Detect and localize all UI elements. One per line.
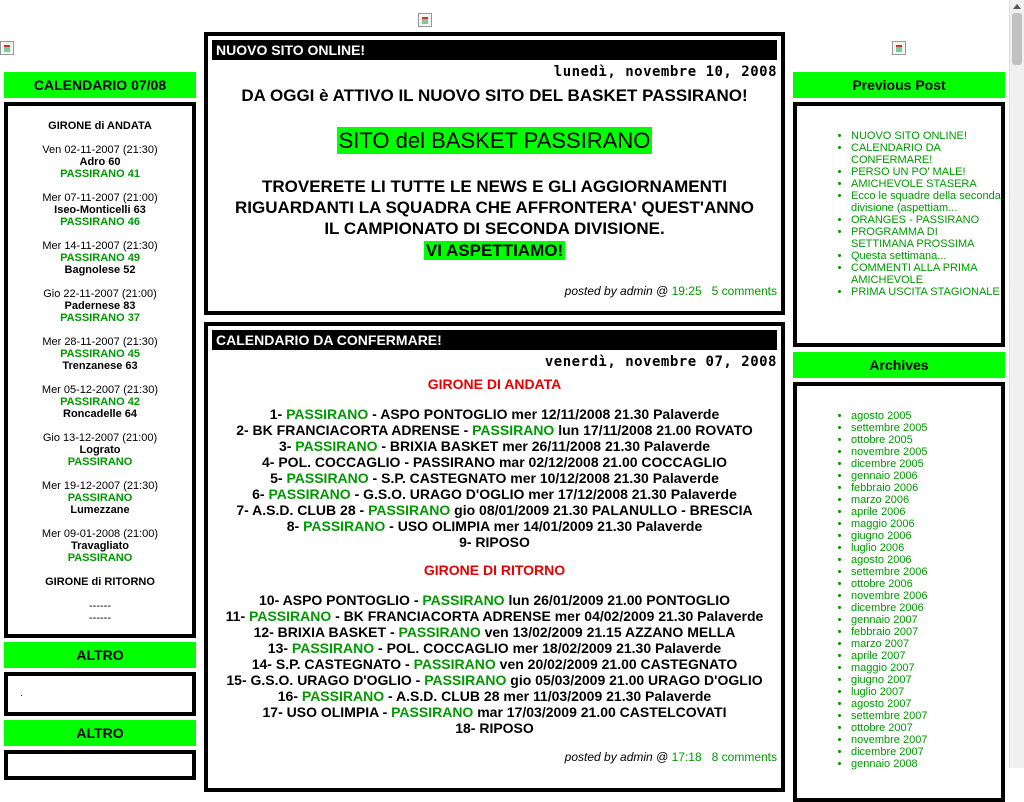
post-footer	[565, 750, 777, 764]
archive-link[interactable]: • dicembre 2007	[851, 746, 1001, 758]
dash-line: ------	[89, 612, 111, 624]
post-body-line: RIGUARDANTI LA SQUADRA CHE AFFRONTERA' QUEST'ANNO	[234, 198, 754, 217]
team-passirano: PASSIRANO	[286, 470, 369, 486]
game-date: Mer 28-11-2007 (21:30)	[42, 336, 158, 348]
game-date: Ven 02-11-2007 (21:30)	[42, 144, 158, 156]
archive-link[interactable]: • ottobre 2007	[851, 722, 1001, 734]
away-team: Lumezzane	[70, 504, 130, 516]
altro-box-2	[4, 750, 196, 780]
away-team: Trenzanese 63	[62, 360, 138, 372]
schedule-text: 14- S.P. CASTEGNATO -	[251, 656, 414, 672]
posted-by: posted by admin @	[564, 284, 669, 298]
home-team: PASSIRANO	[67, 492, 133, 504]
schedule-text: - S.P. CASTEGNATO mer 10/12/2008 21.30 Palaverde	[368, 470, 719, 486]
altro-title: ALTRO	[4, 642, 196, 668]
post-title: CALENDARIO DA CONFERMARE!	[212, 330, 777, 350]
schedule-line	[208, 486, 781, 502]
scroll-thumb[interactable]	[1012, 13, 1022, 65]
archive-link[interactable]: • aprile 2006	[851, 506, 1001, 518]
archive-link[interactable]: • giugno 2006	[851, 530, 1001, 542]
schedule-text: - BK FRANCIACORTA ADRENSE mer 04/02/2009 21.30 Palaverde	[331, 608, 764, 624]
game-date: Gio 22-11-2007 (21:00)	[43, 288, 157, 300]
archive-link[interactable]: • gennaio 2006	[851, 470, 1001, 482]
previous-post-link[interactable]: • Ecco le squadre della seconda divisione (aspettiam...	[851, 190, 1001, 214]
schedule-line	[208, 438, 781, 454]
post-date: venerdì, novembre 07, 2008	[544, 354, 777, 370]
archive-link[interactable]: • novembre 2005	[851, 446, 1001, 458]
schedule-text: 7- A.S.D. CLUB 28 -	[236, 502, 369, 518]
home-team: Adro 60	[79, 156, 121, 168]
archive-link[interactable]: • gennaio 2008	[851, 758, 1001, 770]
post-footer	[565, 284, 777, 298]
away-team: Roncadelle 64	[63, 408, 137, 420]
archives-title: Archives	[793, 352, 1005, 378]
archive-link[interactable]: • novembre 2007	[851, 734, 1001, 746]
schedule-text: 12- BRIXIA BASKET -	[253, 624, 399, 640]
home-team: Padernese 83	[64, 300, 136, 312]
team-passirano: PASSIRANO	[398, 624, 481, 640]
page-scrollbar[interactable]	[1009, 0, 1024, 768]
calendar-game	[8, 336, 192, 372]
archive-link[interactable]: • maggio 2007	[851, 662, 1001, 674]
previous-post-link[interactable]: • NUOVO SITO ONLINE!	[851, 130, 1001, 142]
altro-title-2: ALTRO	[4, 720, 196, 746]
previous-post-link[interactable]: • Questa settimana...	[851, 250, 1001, 262]
archive-link[interactable]: • novembre 2006	[851, 590, 1001, 602]
calendar-game	[8, 528, 192, 564]
archive-link[interactable]: • ottobre 2005	[851, 434, 1001, 446]
calendar-game	[8, 192, 192, 228]
schedule-text: lun 17/11/2008 21.00 ROVATO	[554, 422, 753, 438]
site-link[interactable]: SITO del BASKET PASSIRANO	[338, 128, 651, 153]
schedule-line	[208, 518, 781, 534]
home-team: PASSIRANO 49	[60, 252, 140, 264]
team-passirano: PASSIRANO	[413, 656, 496, 672]
previous-post-link[interactable]: • PRIMA USCITA STAGIONALE	[851, 286, 1001, 298]
schedule-text: 16-	[277, 688, 302, 704]
dash-line: ------	[89, 600, 111, 612]
schedule-text: 4- POL. COCCAGLIO - PASSIRANO mar 02/12/2008 21.00 COCCAGLIO	[262, 454, 727, 470]
schedule-text: 15- G.S.O. URAGO D'OGLIO -	[226, 672, 425, 688]
team-passirano: PASSIRANO	[286, 406, 369, 422]
altro-box	[4, 672, 196, 716]
post-body-line: IL CAMPIONATO DI SECONDA DIVISIONE.	[324, 219, 665, 238]
andata-label: GIRONE di ANDATA	[48, 120, 152, 132]
archive-link[interactable]: • agosto 2007	[851, 698, 1001, 710]
calendar-box	[4, 102, 196, 638]
schedule-line	[208, 422, 781, 438]
calendar-game	[8, 144, 192, 180]
archive-link[interactable]: • giugno 2007	[851, 674, 1001, 686]
previous-post-link[interactable]: • PERSO UN PO' MALE!	[851, 166, 1001, 178]
home-team: PASSIRANO 42	[60, 396, 140, 408]
schedule-text: - ASPO PONTOGLIO mer 12/11/2008 21.30 Palaverde	[368, 406, 720, 422]
archive-link[interactable]: • febbraio 2007	[851, 626, 1001, 638]
previous-post-link[interactable]: • CALENDARIO DA CONFERMARE!	[851, 142, 1001, 166]
schedule-line	[208, 502, 781, 518]
team-passirano: PASSIRANO	[303, 518, 386, 534]
post-headline: DA OGGI è ATTIVO IL NUOVO SITO DEL BASKET PASSIRANO!	[241, 86, 748, 105]
away-team: PASSIRANO	[67, 456, 133, 468]
home-team: PASSIRANO 45	[60, 348, 140, 360]
home-team: Iseo-Monticelli 63	[54, 204, 146, 216]
team-passirano: PASSIRANO	[291, 640, 375, 656]
away-team: PASSIRANO	[67, 552, 133, 564]
schedule-text: ven 13/02/2009 21.15 AZZANO MELLA	[480, 624, 736, 640]
previous-post-link[interactable]: • COMMENTI ALLA PRIMA AMICHEVOLE	[851, 262, 1001, 286]
schedule-text: lun 26/01/2009 21.00 PONTOGLIO	[504, 592, 730, 608]
archive-link[interactable]: • marzo 2007	[851, 638, 1001, 650]
schedule-line	[208, 534, 781, 550]
schedule-text: 6-	[252, 486, 269, 502]
schedule-text: - A.S.D. CLUB 28 mer 11/03/2009 21.30 Palaverde	[384, 688, 712, 704]
post-calendario	[204, 322, 785, 792]
comments-link[interactable]: 5 comments	[711, 284, 777, 298]
schedule-text: 5-	[270, 470, 287, 486]
archive-link[interactable]: • ottobre 2006	[851, 578, 1001, 590]
previous-post-link[interactable]: • AMICHEVOLE STASERA	[851, 178, 1001, 190]
archive-link[interactable]: • dicembre 2005	[851, 458, 1001, 470]
schedule-line	[208, 640, 781, 656]
scroll-up-arrow-icon[interactable]	[1013, 4, 1021, 9]
post-time-link[interactable]: 17:18	[671, 750, 702, 764]
schedule-line	[208, 470, 781, 486]
team-passirano: PASSIRANO	[268, 486, 351, 502]
archive-link[interactable]: • dicembre 2006	[851, 602, 1001, 614]
team-passirano: PASSIRANO	[249, 608, 332, 624]
schedule-text: 2- BK FRANCIACORTA ADRENSE -	[236, 422, 473, 438]
schedule-text: 11-	[225, 608, 250, 624]
calendar-game	[8, 480, 192, 516]
team-passirano: PASSIRANO	[295, 438, 378, 454]
closing-text: VI ASPETTIAMO!	[425, 241, 564, 260]
schedule-text: 3-	[278, 438, 296, 454]
schedule-line	[208, 688, 781, 704]
archive-link[interactable]: • luglio 2007	[851, 686, 1001, 698]
ritorno-label: GIRONE di RITORNO	[45, 576, 155, 588]
schedule-text: - BRIXIA BASKET mer 26/11/2008 21.30 Palaverde	[377, 438, 711, 454]
comments-link[interactable]: 8 comments	[711, 750, 777, 764]
schedule-line	[208, 672, 781, 688]
calendar-game	[8, 384, 192, 420]
home-team: Travagliato	[70, 540, 130, 552]
andata-heading: GIRONE DI ANDATA	[427, 376, 562, 392]
right-banner-image	[892, 41, 906, 55]
calendar-game	[8, 240, 192, 276]
schedule-text: mar 17/03/2009 21.00 CASTELCOVATI	[473, 704, 727, 720]
post-date: lunedì, novembre 10, 2008	[553, 64, 777, 80]
schedule-text: 18- RIPOSO	[455, 720, 534, 736]
archives-box	[793, 382, 1005, 802]
calendar-title: CALENDARIO 07/08	[4, 72, 196, 98]
archive-link[interactable]: • agosto 2006	[851, 554, 1001, 566]
calendar-game	[8, 432, 192, 468]
schedule-text: 8-	[286, 518, 304, 534]
team-passirano: PASSIRANO	[391, 704, 474, 720]
schedule-text: - USO OLIMPIA mer 14/01/2009 21.30 Palaverde	[385, 518, 703, 534]
away-team: PASSIRANO 37	[60, 312, 140, 324]
left-banner-image	[0, 41, 14, 55]
team-passirano: PASSIRANO	[422, 592, 505, 608]
archive-link[interactable]: • febbraio 2006	[851, 482, 1001, 494]
post-time-link[interactable]: 19:25	[671, 284, 702, 298]
schedule-line	[208, 656, 781, 672]
schedule-text: 9- RIPOSO	[459, 534, 530, 550]
archive-link[interactable]: • gennaio 2007	[851, 614, 1001, 626]
schedule-text: ven 20/02/2009 21.00 CASTEGNATO	[495, 656, 738, 672]
schedule-line	[208, 406, 781, 422]
post-nuovo-sito	[204, 32, 785, 315]
schedule-text: gio 08/01/2009 21.30 PALANULLO - BRESCIA	[450, 502, 753, 518]
archive-link[interactable]: • agosto 2005	[851, 410, 1001, 422]
previous-post-title: Previous Post	[793, 72, 1005, 98]
home-team: Lograto	[79, 444, 121, 456]
game-date: Mer 07-11-2007 (21:00)	[42, 192, 158, 204]
schedule-line	[208, 592, 781, 608]
header-image	[418, 13, 432, 27]
schedule-line	[208, 624, 781, 640]
post-title: NUOVO SITO ONLINE!	[212, 40, 777, 60]
archive-link[interactable]: • settembre 2006	[851, 566, 1001, 578]
archive-link[interactable]: • maggio 2006	[851, 518, 1001, 530]
schedule-text: - G.S.O. URAGO D'OGLIO mer 17/12/2008 21.30 Palaverde	[350, 486, 737, 502]
archive-link[interactable]: • aprile 2007	[851, 650, 1001, 662]
game-date: Mer 19-12-2007 (21:30)	[41, 480, 159, 492]
team-passirano: PASSIRANO	[301, 688, 385, 704]
schedule-text: 1-	[269, 406, 287, 422]
team-passirano: PASSIRANO	[472, 422, 555, 438]
game-date: Mer 09-01-2008 (21:00)	[41, 528, 159, 540]
game-date: Gio 13-12-2007 (21:00)	[42, 432, 158, 444]
schedule-text: 17- USO OLIMPIA -	[262, 704, 392, 720]
schedule-text: 13-	[267, 640, 292, 656]
game-date: Mer 05-12-2007 (21:30)	[41, 384, 159, 396]
game-date: Mer 14-11-2007 (21:30)	[42, 240, 158, 252]
schedule-line	[208, 608, 781, 624]
archive-link[interactable]: • marzo 2006	[851, 494, 1001, 506]
post-body-line: TROVERETE LI TUTTE LE NEWS E GLI AGGIORNAMENTI	[262, 177, 727, 196]
schedule-text: - POL. COCCAGLIO mer 18/02/2009 21.30 Palaverde	[374, 640, 722, 656]
previous-post-box	[793, 102, 1005, 347]
ritorno-heading: GIRONE DI RITORNO	[423, 562, 566, 578]
team-passirano: PASSIRANO	[424, 672, 507, 688]
away-team: PASSIRANO 41	[60, 168, 140, 180]
schedule-line	[208, 704, 781, 720]
posted-by: posted by admin @	[564, 750, 669, 764]
previous-post-link[interactable]: • ORANGES - PASSIRANO	[851, 214, 1001, 226]
previous-post-link[interactable]: • PROGRAMMA DI SETTIMANA PROSSIMA	[851, 226, 1001, 250]
schedule-text: gio 05/03/2009 21.00 URAGO D'OGLIO	[506, 672, 763, 688]
archive-link[interactable]: • settembre 2005	[851, 422, 1001, 434]
schedule-line	[208, 720, 781, 736]
away-team: PASSIRANO 46	[60, 216, 140, 228]
calendar-game	[8, 288, 192, 324]
archive-link[interactable]: • settembre 2007	[851, 710, 1001, 722]
schedule-text: 10- ASPO PONTOGLIO -	[259, 592, 423, 608]
schedule-line	[208, 454, 781, 470]
archive-link[interactable]: • luglio 2006	[851, 542, 1001, 554]
altro-content: .	[20, 688, 23, 699]
away-team: Bagnolese 52	[64, 264, 136, 276]
team-passirano: PASSIRANO	[368, 502, 451, 518]
